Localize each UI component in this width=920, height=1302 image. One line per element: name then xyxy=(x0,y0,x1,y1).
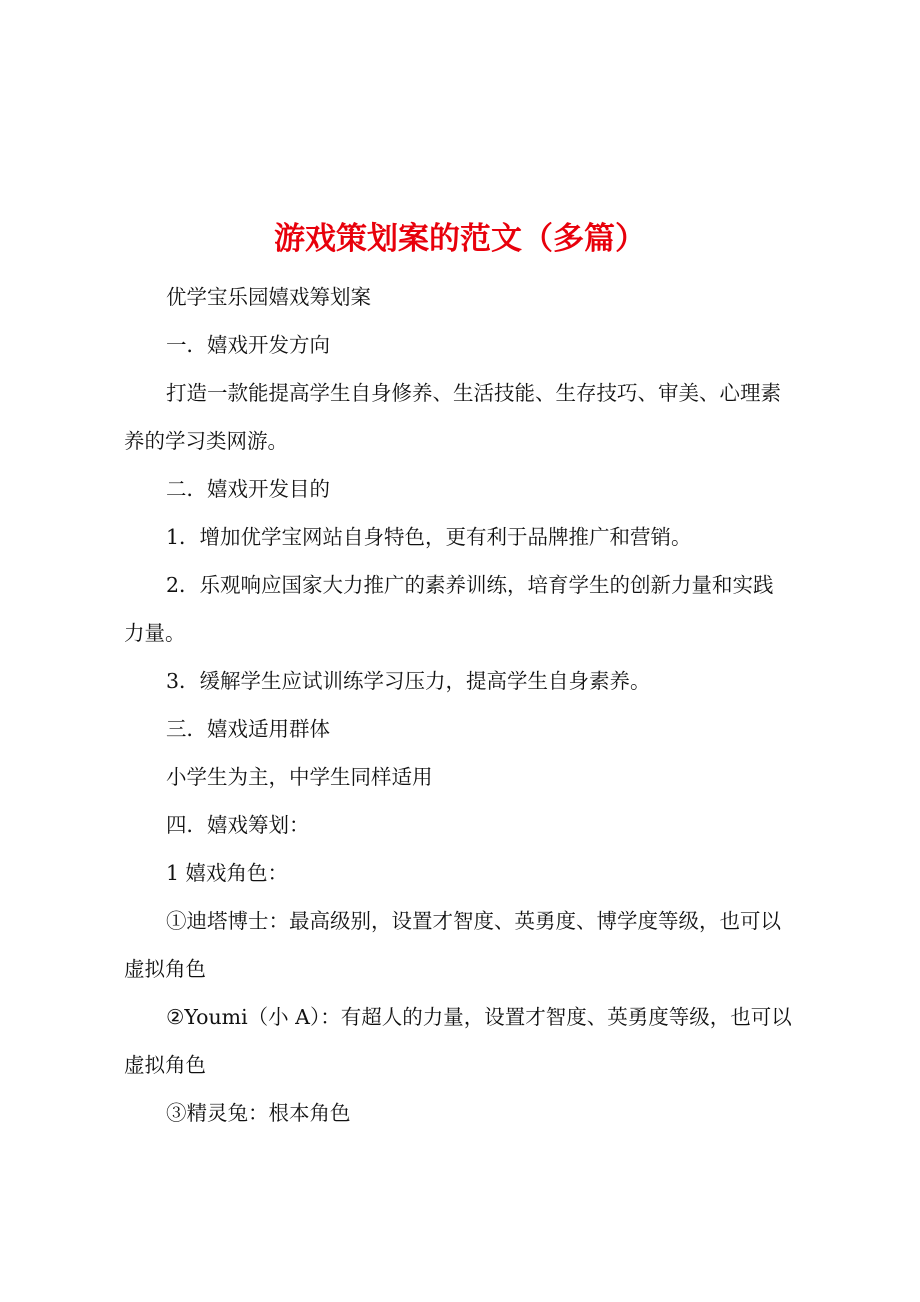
paragraph-line: 二．嬉戏开发目的 xyxy=(166,477,330,501)
paragraph xyxy=(124,465,808,513)
paragraph xyxy=(124,369,808,465)
paragraph-line: 虚拟角色 xyxy=(124,1053,206,1077)
paragraph-line: ①迪塔博士：最高级别，设置才智度、英勇度、博学度等级，也可以 xyxy=(166,909,781,933)
paragraph xyxy=(124,273,808,321)
paragraph xyxy=(124,993,808,1089)
paragraph-line: 1．增加优学宝网站自身特色，更有利于品牌推广和营销。 xyxy=(166,525,692,549)
paragraph-line: 四．嬉戏筹划： xyxy=(166,813,310,837)
paragraph xyxy=(124,801,808,849)
paragraph-line: 打造一款能提高学生自身修养、生活技能、生存技巧、审美、心理素 xyxy=(166,381,781,405)
paragraph xyxy=(124,849,808,897)
paragraph xyxy=(124,321,808,369)
paragraph-line: ②Youmi（小 A）：有超人的力量，设置才智度、英勇度等级，也可以 xyxy=(166,1005,792,1029)
paragraph-line: 优学宝乐园嬉戏筹划案 xyxy=(166,285,371,309)
paragraph-line: 三．嬉戏适用群体 xyxy=(166,717,330,741)
paragraph-line: 养的学习类网游。 xyxy=(124,429,288,453)
paragraph-line: 虚拟角色 xyxy=(124,957,206,981)
paragraph xyxy=(124,513,808,561)
paragraph-line: ③精灵兔：根本角色 xyxy=(166,1101,351,1125)
paragraph-line: 一．嬉戏开发方向 xyxy=(166,333,330,357)
paragraph xyxy=(124,657,808,705)
paragraph xyxy=(124,705,808,753)
document-title: 游戏策划案的范文（多篇） xyxy=(274,220,646,257)
paragraph xyxy=(124,1089,808,1137)
paragraph-line: 小学生为主，中学生同样适用 xyxy=(166,765,433,789)
paragraph xyxy=(124,753,808,801)
document-body xyxy=(124,273,808,1137)
paragraph-line: 1 嬉戏角色： xyxy=(166,861,289,885)
paragraph xyxy=(124,897,808,993)
paragraph-line: 2．乐观响应国家大力推广的素养训练，培育学生的创新力量和实践 xyxy=(166,573,774,597)
paragraph xyxy=(124,561,808,657)
paragraph-line: 3．缓解学生应试训练学习压力，提高学生自身素养。 xyxy=(166,669,651,693)
paragraph-line: 力量。 xyxy=(124,621,186,645)
